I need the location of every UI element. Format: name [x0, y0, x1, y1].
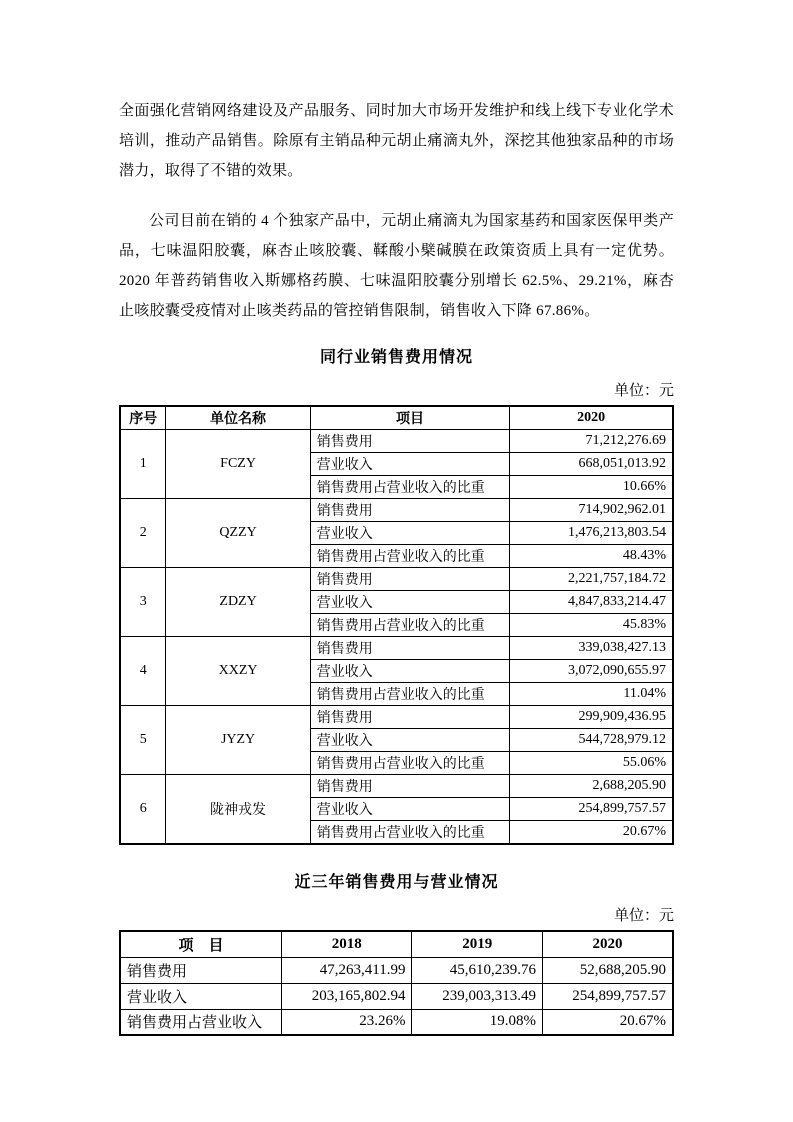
table1-seq-cell: 1: [120, 430, 166, 499]
table2-header-cell: 项 目: [120, 931, 281, 957]
table1-item-label-cell: 销售费用: [310, 499, 510, 522]
table2-value-cell: 45,610,239.76: [412, 957, 543, 983]
table2-header-cell: 2020: [542, 931, 673, 957]
table1-item-label-cell: 销售费用: [310, 706, 510, 729]
table1-item-label-cell: 销售费用: [310, 568, 510, 591]
table2-header: [120, 931, 673, 957]
table1-item-label-cell: 营业收入: [310, 591, 510, 614]
table1-item-value-cell: 20.67%: [510, 821, 673, 845]
table2-value-cell: 203,165,802.94: [281, 983, 412, 1009]
table1-company-cell: JYZY: [166, 706, 310, 775]
table1-item-value-cell: 254,899,757.57: [510, 798, 673, 821]
table1-item-value-cell: 45.83%: [510, 614, 673, 637]
table1-header-cell: 序号: [120, 406, 166, 430]
table1-item-value-cell: 71,212,276.69: [510, 430, 673, 453]
table1-item-value-cell: 714,902,962.01: [510, 499, 673, 522]
table1-row: [120, 637, 673, 660]
table1-item-value-cell: 55.06%: [510, 752, 673, 775]
table1-header-cell: 项目: [310, 406, 510, 430]
table1-row: [120, 706, 673, 729]
table1-company-cell: XXZY: [166, 637, 310, 706]
table1-item-label-cell: 销售费用占营业收入的比重: [310, 545, 510, 568]
industry-expense-table: [119, 405, 674, 845]
table1-header: [120, 406, 673, 430]
table2-row-label-cell: 销售费用: [120, 957, 281, 983]
table1-item-value-cell: 4,847,833,214.47: [510, 591, 673, 614]
table1-item-value-cell: 11.04%: [510, 683, 673, 706]
table1-company-cell: FCZY: [166, 430, 310, 499]
table2-value-cell: 239,003,313.49: [412, 983, 543, 1009]
table1-unit-label: 单位：元: [613, 383, 674, 399]
table1-item-label-cell: 销售费用占营业收入的比重: [310, 683, 510, 706]
table2-row-label-cell: 销售费用占营业收入: [120, 1009, 281, 1035]
table1-title: 同行业销售费用情况: [319, 349, 473, 366]
table1-row: [120, 568, 673, 591]
table1-item-label-cell: 销售费用占营业收入的比重: [310, 614, 510, 637]
table2-row-label-cell: 营业收入: [120, 983, 281, 1009]
table2-row: [120, 983, 673, 1009]
table1-company-cell: 陇神戎发: [166, 775, 310, 845]
table1-header-row: [120, 406, 673, 430]
table1-item-label-cell: 营业收入: [310, 453, 510, 476]
table1-row: [120, 430, 673, 453]
table2-value-cell: 47,263,411.99: [281, 957, 412, 983]
table1-seq-cell: 4: [120, 637, 166, 706]
table1-company-cell: QZZY: [166, 499, 310, 568]
table2-unit-label: 单位：元: [613, 908, 674, 924]
table1-item-label-cell: 营业收入: [310, 798, 510, 821]
table1-item-value-cell: 3,072,090,655.97: [510, 660, 673, 683]
table1-body: [120, 430, 673, 845]
paragraph-products: 公司目前在销的 4 个独家产品中，元胡止痛滴丸为国家基药和国家医保甲类产品，七味温阳胶囊，麻杏止咳胶囊、鞣酸小檗碱膜在政策资质上具有一定优势。2020 年普药销售收入斯娜格药膜、七味温阳胶囊分别增长 62.5%、29.21%，麻杏止咳胶囊受疫情对止咳类药品的管控销售限制，销售收入下降 67.86%。: [119, 213, 674, 319]
table1-header-cell: 2020: [510, 406, 673, 430]
table2-value-cell: 52,688,205.90: [542, 957, 673, 983]
three-year-expense-table: [119, 930, 674, 1036]
table1-row: [120, 775, 673, 798]
table2-value-cell: 23.26%: [281, 1009, 412, 1035]
paragraph-marketing: 全面强化营销网络建设及产品服务、同时加大市场开发维护和线上线下专业化学术培训，推动产品销售。除原有主销品种元胡止痛滴丸外，深挖其他独家品种的市场潜力，取得了不错的效果。: [119, 103, 674, 179]
table1-seq-cell: 6: [120, 775, 166, 845]
table1-item-value-cell: 1,476,213,803.54: [510, 522, 673, 545]
table2-header-row: [120, 931, 673, 957]
table2-row: [120, 1009, 673, 1035]
table1-item-value-cell: 2,688,205.90: [510, 775, 673, 798]
table1-item-label-cell: 销售费用占营业收入的比重: [310, 821, 510, 845]
table1-item-label-cell: 营业收入: [310, 660, 510, 683]
table2-body: [120, 957, 673, 1035]
table1-item-value-cell: 668,051,013.92: [510, 453, 673, 476]
table1-item-value-cell: 48.43%: [510, 545, 673, 568]
table2-value-cell: 19.08%: [412, 1009, 543, 1035]
table2-value-cell: 20.67%: [542, 1009, 673, 1035]
table1-item-label-cell: 销售费用占营业收入的比重: [310, 476, 510, 499]
table1-seq-cell: 3: [120, 568, 166, 637]
table2-title: 近三年销售费用与营业情况: [294, 874, 499, 891]
table2-header-cell: 2019: [412, 931, 543, 957]
table1-item-label-cell: 营业收入: [310, 729, 510, 752]
table1-item-value-cell: 299,909,436.95: [510, 706, 673, 729]
table1-seq-cell: 5: [120, 706, 166, 775]
table2-row: [120, 957, 673, 983]
table2-header-cell: 2018: [281, 931, 412, 957]
table1-item-value-cell: 544,728,979.12: [510, 729, 673, 752]
table1-header-cell: 单位名称: [166, 406, 310, 430]
table1-company-cell: ZDZY: [166, 568, 310, 637]
table1-item-label-cell: 销售费用: [310, 430, 510, 453]
table1-item-label-cell: 营业收入: [310, 522, 510, 545]
table1-row: [120, 499, 673, 522]
table1-item-label-cell: 销售费用: [310, 775, 510, 798]
table1-item-label-cell: 销售费用: [310, 637, 510, 660]
table1-seq-cell: 2: [120, 499, 166, 568]
table1-item-value-cell: 10.66%: [510, 476, 673, 499]
table1-item-value-cell: 339,038,427.13: [510, 637, 673, 660]
table2-value-cell: 254,899,757.57: [542, 983, 673, 1009]
table1-item-value-cell: 2,221,757,184.72: [510, 568, 673, 591]
table1-item-label-cell: 销售费用占营业收入的比重: [310, 752, 510, 775]
